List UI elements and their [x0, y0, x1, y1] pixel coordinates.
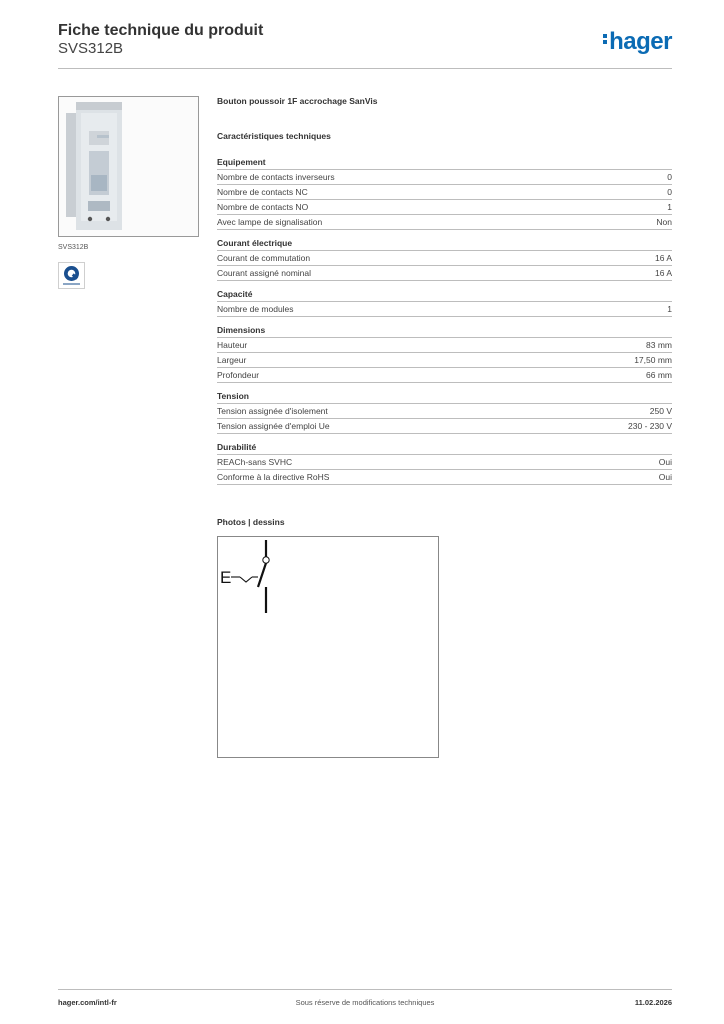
spec-section [217, 391, 672, 434]
section-title: Equipement [217, 157, 672, 170]
spec-section [217, 325, 672, 383]
spec-row [217, 368, 672, 383]
section-title: Courant électrique [217, 238, 672, 251]
spec-label: Conforme à la directive RoHS [217, 472, 330, 482]
quality-badge [58, 262, 85, 289]
spec-row [217, 470, 672, 485]
header-divider [58, 68, 672, 69]
spec-value: Oui [658, 457, 672, 467]
spec-label: Profondeur [217, 370, 260, 380]
spec-value: 17,50 mm [634, 355, 672, 365]
footer-date: 11.02.2026 [634, 998, 672, 1007]
spec-value: 16 A [654, 268, 672, 278]
spec-label: REACh-sans SVHC [217, 457, 293, 467]
spec-label: Nombre de modules [217, 304, 294, 314]
product-name: Bouton poussoir 1F accrochage SanVis [217, 96, 378, 106]
spec-row [217, 170, 672, 185]
spec-label: Largeur [217, 355, 247, 365]
section-title: Capacité [217, 289, 672, 302]
spec-row [217, 215, 672, 230]
footer-disclaimer: Sous réserve de modifications techniques [295, 998, 435, 1007]
spec-section [217, 289, 672, 317]
spec-value: 1 [667, 202, 672, 212]
spec-label: Nombre de contacts NO [217, 202, 309, 212]
spec-value: Non [656, 217, 672, 227]
hager-logo[interactable] [603, 28, 672, 56]
section-title: Dimensions [217, 325, 672, 338]
quality-q-icon [59, 263, 84, 288]
spec-row [217, 302, 672, 317]
spec-value: Oui [658, 472, 672, 482]
spec-row [217, 353, 672, 368]
page-title: Fiche technique du produit [58, 22, 264, 39]
section-title: Durabilité [217, 442, 672, 455]
spec-row [217, 338, 672, 353]
footer-divider [58, 989, 672, 990]
spec-label: Avec lampe de signalisation [217, 217, 323, 227]
spec-value: 0 [667, 187, 672, 197]
spec-content [217, 96, 672, 493]
spec-row [217, 185, 672, 200]
characteristics-title: Caractéristiques techniques [217, 131, 331, 141]
section-title: Tension [217, 391, 672, 404]
spec-value: 66 mm [646, 370, 672, 380]
spec-row [217, 455, 672, 470]
spec-value: 230 - 230 V [628, 421, 672, 431]
spec-value: 16 A [654, 253, 672, 263]
product-reference: SVS312B [58, 40, 124, 57]
spec-label: Nombre de contacts NC [217, 187, 308, 197]
spec-row [217, 266, 672, 281]
image-reference-label: SVS312B [58, 244, 89, 251]
spec-label: Courant assigné nominal [217, 268, 312, 278]
pushbutton-no-contact-symbol-icon [218, 537, 438, 757]
spec-label: Nombre de contacts inverseurs [217, 172, 335, 182]
drawing-label: E [220, 568, 232, 587]
spec-section [217, 157, 672, 230]
spec-row [217, 419, 672, 434]
page-header [58, 22, 672, 68]
photos-title: Photos | dessins [217, 517, 285, 527]
modular-pushbutton-icon [59, 97, 198, 236]
spec-value: 0 [667, 172, 672, 182]
spec-row [217, 200, 672, 215]
spec-label: Tension assignée d'emploi Ue [217, 421, 330, 431]
spec-row [217, 251, 672, 266]
logo-dots-icon [603, 32, 607, 46]
spec-label: Hauteur [217, 340, 248, 350]
spec-section [217, 238, 672, 281]
spec-value: 1 [667, 304, 672, 314]
spec-label: Tension assignée d'isolement [217, 406, 328, 416]
logo-text: hager [609, 28, 672, 55]
product-image [58, 96, 199, 237]
spec-label: Courant de commutation [217, 253, 311, 263]
spec-value: 83 mm [646, 340, 672, 350]
footer-website-link[interactable]: hager.com/intl-fr [58, 998, 117, 1007]
spec-value: 250 V [649, 406, 672, 416]
schematic-drawing [217, 536, 439, 758]
spec-row [217, 404, 672, 419]
spec-section [217, 442, 672, 485]
